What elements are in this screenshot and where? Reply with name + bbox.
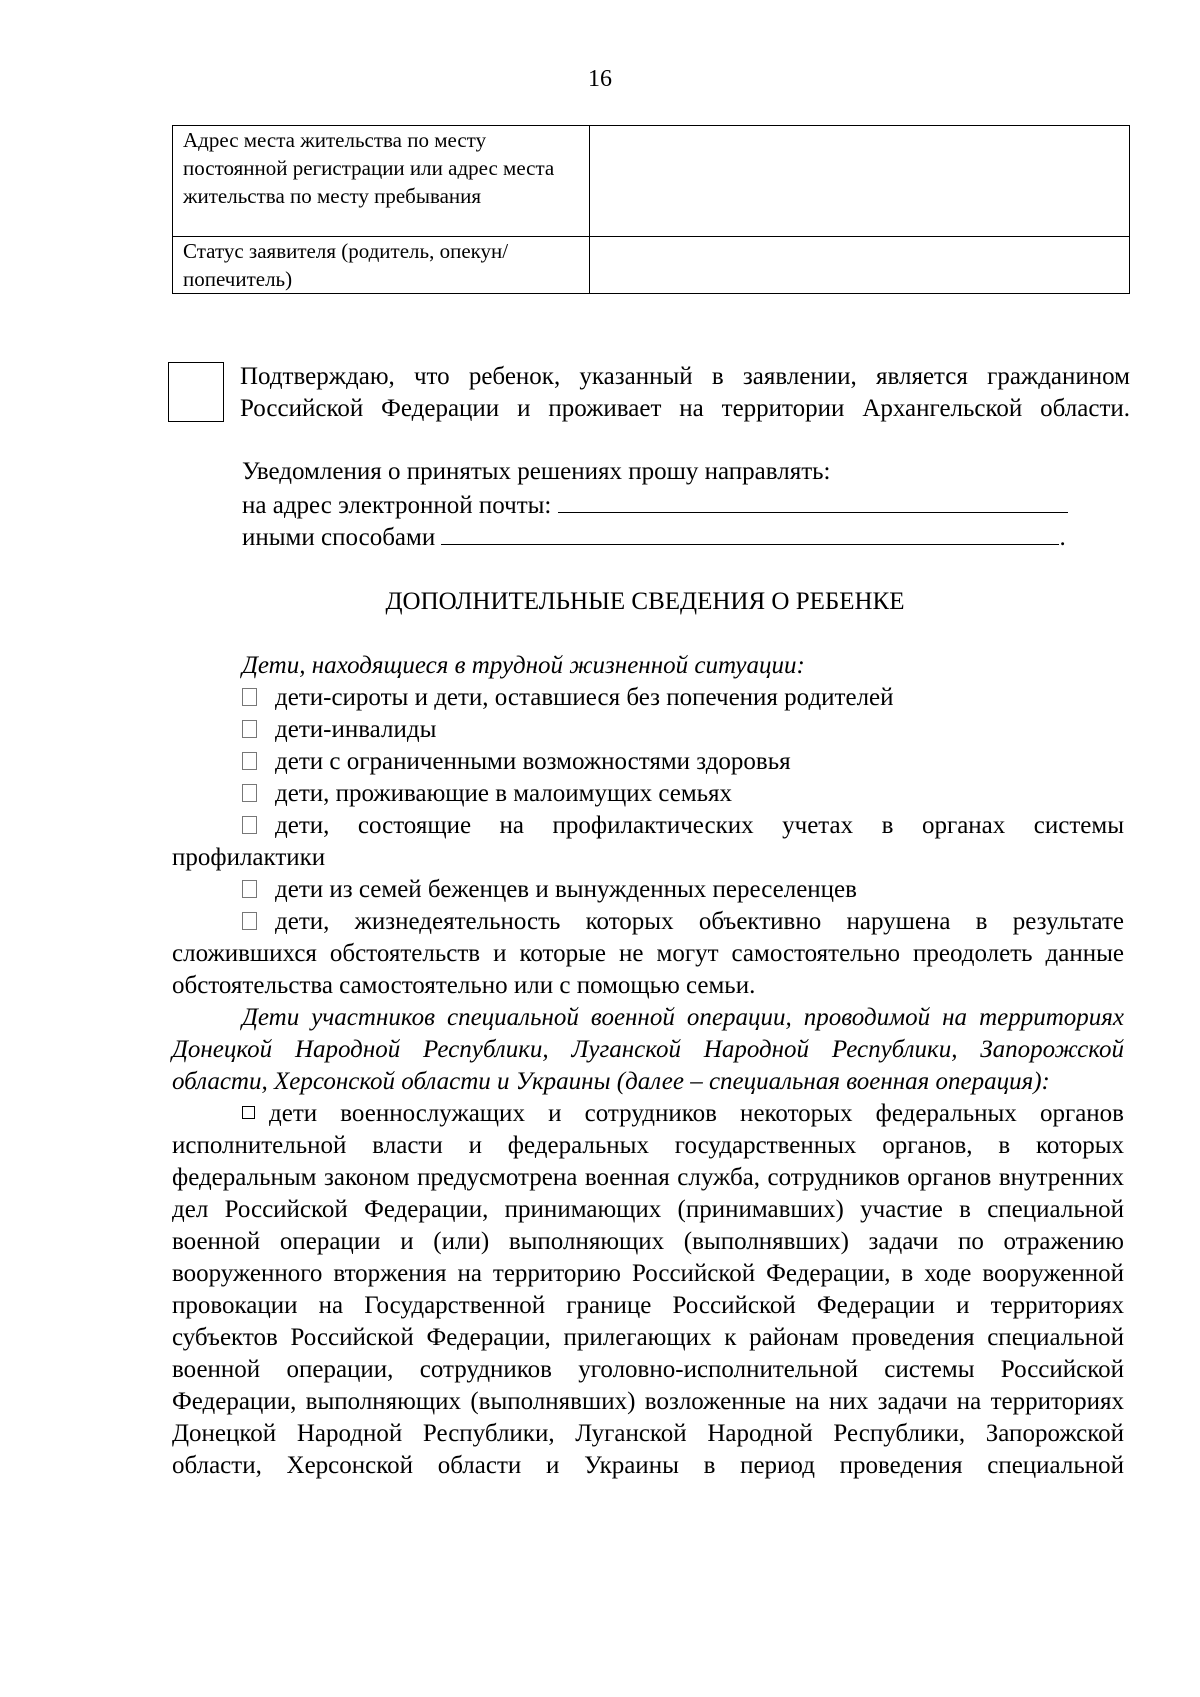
list-item: дети, жизнедеятельность которых объективно нарушена в результате сложившихся обстоятельств и которые не могут самостоятельно преодолеть данные обстоятельства самостоятельно или с помощью семьи. bbox=[172, 908, 1124, 999]
end-mark: . bbox=[1059, 524, 1066, 551]
list-item: дети военнослужащих и сотрудников некоторых федеральных органов исполнительной власти и федеральных государственных органов, в которых федеральным законом предусмотрена военная служба, сотрудников органов внутренних дел Российской Федерации, принимающих (принимавших) участие в специальной военной операции и (или) выполняющих (выполнявших) задачи по отражению вооруженного вторжения на территорию Российской Федерации, в ходе вооруженной провокации на Государственной границе Российской Федерации и территориях субъектов Российской Федерации, прилегающих к районам проведения специальной военной операции, сотрудников уголовно-исполнительной системы Российской Федерации, выполняющих (выполнявших) возложенные на них задачи на территориях Донецкой Народной Республики, Луганской Народной Республики, Запорожской области, Херсонской области и Украины в период проведения специальной bbox=[172, 1100, 1124, 1479]
list-item: дети-сироты и дети, оставшиеся без попечения родителей bbox=[172, 682, 1124, 714]
notification-email-row bbox=[242, 488, 1068, 522]
list-item: дети, проживающие в малоимущих семьях bbox=[172, 778, 1124, 810]
section-title: ДОПОЛНИТЕЛЬНЫЕ СВЕДЕНИЯ О РЕБЕНКЕ bbox=[385, 588, 905, 615]
notification-intro: Уведомления о принятых решениях прошу направлять: bbox=[242, 458, 831, 485]
notification-other-row bbox=[242, 520, 1066, 554]
other-methods-field[interactable] bbox=[441, 520, 1059, 545]
list-item: дети с ограниченными возможностями здоровья bbox=[172, 746, 1124, 778]
page-number: 16 bbox=[588, 66, 612, 92]
table-cell-value[interactable] bbox=[590, 126, 1130, 237]
table-row bbox=[173, 237, 1130, 294]
checkbox-icon[interactable] bbox=[242, 784, 257, 802]
table-cell-label: Адрес места жительства по месту постоянной регистрации или адрес места жительства по месту пребывания bbox=[173, 126, 590, 237]
applicant-info-table bbox=[172, 125, 1130, 294]
additional-info-body bbox=[172, 650, 1124, 1482]
difficult-situation-heading: Дети, находящиеся в трудной жизненной ситуации: bbox=[242, 652, 805, 679]
email-label: на адрес электронной почты: bbox=[242, 492, 552, 519]
confirmation-text: Подтверждаю, что ребенок, указанный в заявлении, является гражданином Российской Федерации и проживает на территории Архангельской области. bbox=[240, 363, 1130, 422]
checkbox-icon[interactable] bbox=[242, 816, 257, 834]
checkbox-icon[interactable] bbox=[242, 720, 257, 738]
svo-heading: Дети участников специальной военной операции, проводимой на территориях Донецкой Народной Республики, Луганской Народной Республики, Запорожской области, Херсонской области и Украины (далее – специальная военная операция): bbox=[172, 1004, 1124, 1095]
other-methods-label: иными способами bbox=[242, 524, 436, 551]
table-row bbox=[173, 126, 1130, 237]
checkbox-icon[interactable] bbox=[242, 880, 257, 898]
checkbox-icon[interactable] bbox=[242, 688, 257, 706]
checkbox-icon[interactable] bbox=[242, 1106, 255, 1119]
list-item: дети из семей беженцев и вынужденных переселенцев bbox=[172, 874, 1124, 906]
confirmation-checkbox[interactable] bbox=[168, 362, 224, 422]
table-cell-label: Статус заявителя (родитель, опекун/попечитель) bbox=[173, 237, 590, 294]
checkbox-icon[interactable] bbox=[242, 752, 257, 770]
email-field[interactable] bbox=[558, 488, 1068, 513]
list-item: дети, состоящие на профилактических учетах в органах системы профилактики bbox=[172, 812, 1124, 871]
list-item: дети-инвалиды bbox=[172, 714, 1124, 746]
checkbox-icon[interactable] bbox=[242, 912, 257, 930]
table-cell-value[interactable] bbox=[590, 237, 1130, 294]
